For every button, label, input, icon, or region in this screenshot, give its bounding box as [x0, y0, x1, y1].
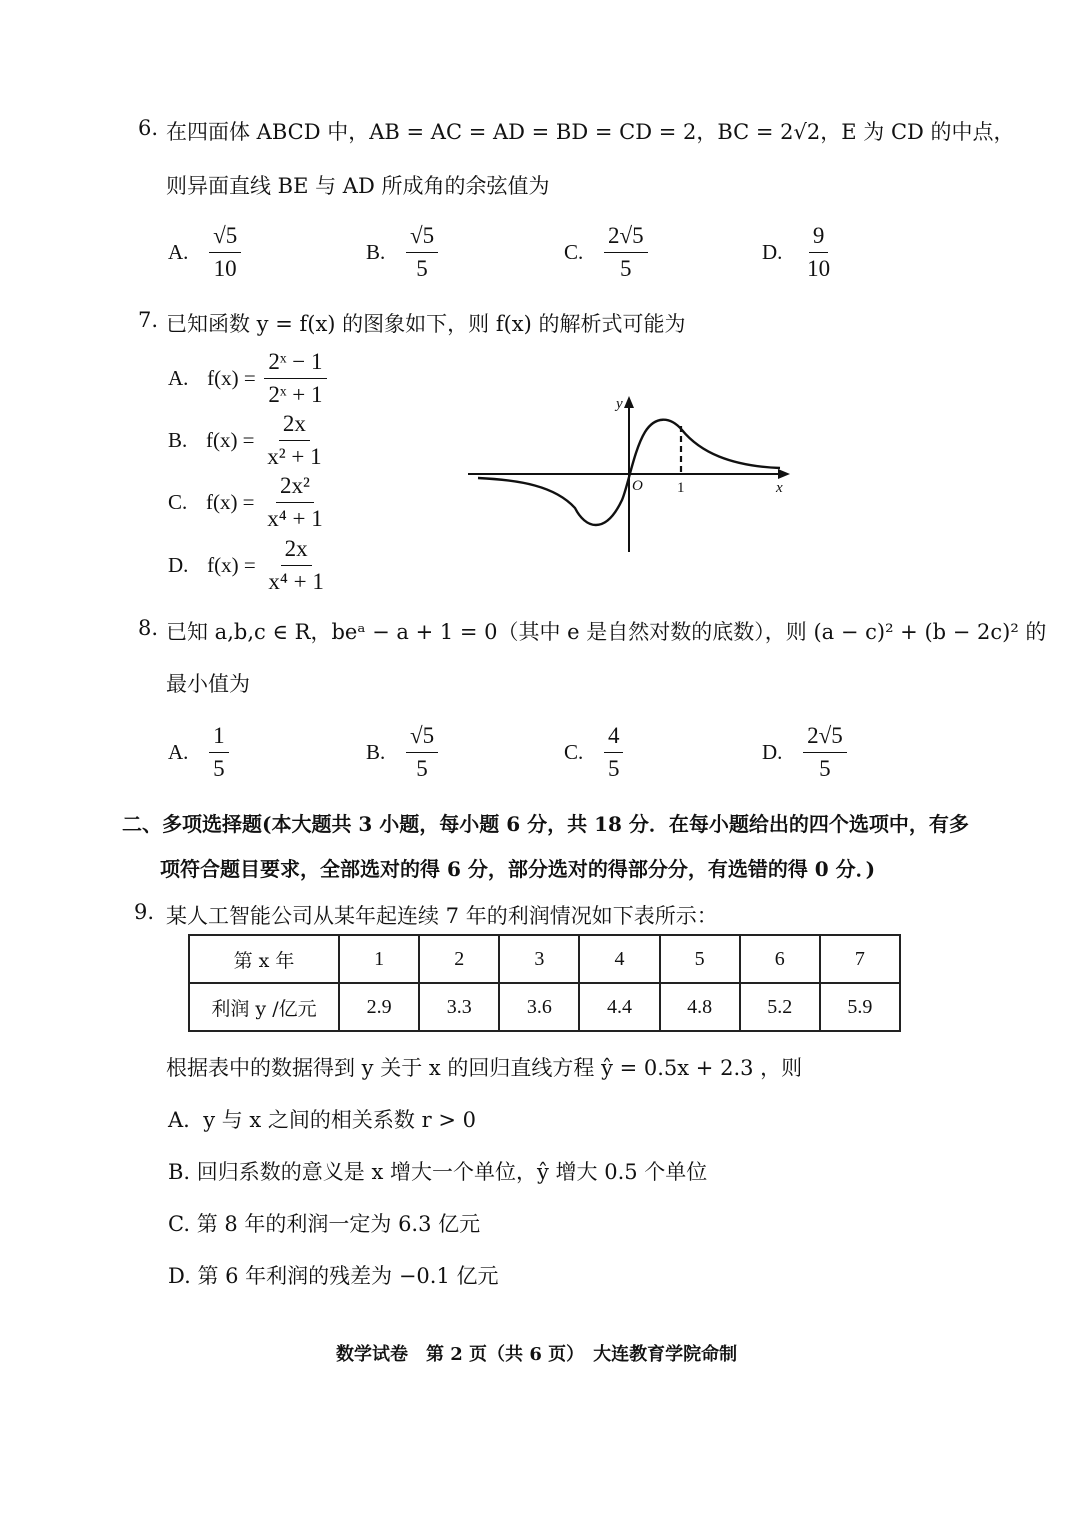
y-axis-arrow — [624, 396, 634, 408]
q7-option-a: A. f(x) = $\frac{\text{2ˣ − 1}}{\text{2ˣ + 1}}$ — [168, 348, 327, 409]
x-axis-label: x — [776, 480, 783, 496]
q9-stem: 某人工智能公司从某年起连续 7 年的利润情况如下表所示： — [166, 904, 718, 928]
q9-option-d: D. 第 6 年利润的残差为 −0.1 亿元 — [168, 1264, 499, 1288]
table-cell: 4 — [579, 935, 659, 983]
q6-b-denominator: 5 — [416, 256, 428, 281]
q9-number: 9. — [134, 900, 155, 924]
q8-stem-line1: 已知 a,b,c ∈ R，beᵃ − a + 1 = 0（其中 e 是自然对数的底数），则 (a − c)² + (b − 2c)² 的 — [166, 620, 1047, 644]
q9-regression-text: 根据表中的数据得到 y 关于 x 的回归直线方程 ŷ = 0.5x + 2.3 ，则 — [166, 1056, 803, 1080]
table-cell: 6 — [740, 935, 820, 983]
q8-option-a: A. $\frac{1}{5}$ — [168, 722, 229, 783]
table-cell: 1 — [339, 935, 419, 983]
section2-heading-line2: 项符合题目要求，全部选对的得 6 分，部分选对的得部分分，有选错的得 0 分．) — [160, 857, 876, 881]
q9-option-b: B. 回归系数的意义是 x 增大一个单位，ŷ 增大 0.5 个单位 — [168, 1160, 708, 1184]
table-cell: 3.6 — [499, 983, 579, 1031]
q6-d-numerator: 9 — [809, 222, 829, 253]
x-axis-arrow — [778, 469, 790, 479]
table-cell: 5.2 — [740, 983, 820, 1031]
q9-option-c: C. 第 8 年的利润一定为 6.3 亿元 — [168, 1212, 481, 1236]
q6-d-denominator: 10 — [807, 256, 831, 281]
table-cell: 3 — [499, 935, 579, 983]
q6-a-numerator: √5 — [209, 222, 241, 253]
row-header-year: 第 x 年 — [189, 935, 339, 983]
q7-number: 7. — [138, 308, 159, 332]
q7-function-graph — [460, 390, 800, 560]
q8-option-c: C. $\frac{4}{5}$ — [564, 722, 623, 783]
q6-option-c: C. $\frac{2√5}{5}$ — [564, 222, 648, 283]
table-cell: 5 — [660, 935, 740, 983]
q7-option-c: C. f(x) = $\frac{\text{2x²}}{\text{x⁴ + 1}}$ — [168, 473, 323, 531]
table-cell: 4.4 — [579, 983, 659, 1031]
table-row — [189, 935, 900, 983]
q6-option-a: A. $\frac{√5}{10}$ — [168, 222, 241, 283]
table-cell: 7 — [820, 935, 900, 983]
q6-option-d: D. $\frac{9}{10}$ — [762, 222, 834, 283]
profit-table — [188, 934, 901, 1032]
table-cell: 2 — [419, 935, 499, 983]
q6-stem-line2: 则异面直线 BE 与 AD 所成角的余弦值为 — [166, 174, 550, 198]
q6-a-denominator: 10 — [213, 256, 237, 281]
table-row — [189, 983, 900, 1031]
q8-number: 8. — [138, 616, 159, 640]
q6-number: 6. — [138, 116, 159, 140]
q9-option-a: A. y 与 x 之间的相关系数 r > 0 — [168, 1108, 476, 1132]
q7-option-d: D. f(x) = $\frac{2x}{\text{x⁴ + 1}}$ — [168, 536, 324, 594]
q7-option-b: B. f(x) = $\frac{2x}{\text{x² + 1}}$ — [168, 411, 322, 469]
table-cell: 4.8 — [660, 983, 740, 1031]
row-header-profit: 利润 y /亿元 — [189, 983, 339, 1031]
q7-stem: 已知函数 y = f(x) 的图象如下，则 f(x) 的解析式可能为 — [166, 312, 686, 336]
table-cell: 5.9 — [820, 983, 900, 1031]
q8-option-d: D. $\frac{2√5}{5}$ — [762, 722, 847, 783]
origin-label: O — [632, 478, 643, 494]
page-footer: 数学试卷 第 2 页（共 6 页） 大连教育学院命制 — [336, 1344, 738, 1365]
q6-stem-line1: 在四面体 ABCD 中，AB = AC = AD = BD = CD = 2，BC = 2√2，E 为 CD 的中点， — [166, 120, 1015, 144]
q8-stem-line2: 最小值为 — [166, 672, 250, 696]
section2-heading-line1: 二、多项选择题(本大题共 3 小题，每小题 6 分，共 18 分．在每小题给出的四个选项中，有多 — [122, 812, 969, 836]
table-cell: 2.9 — [339, 983, 419, 1031]
q6-b-numerator: √5 — [406, 222, 438, 253]
y-axis-label: y — [616, 396, 623, 412]
q6-c-numerator: 2√5 — [604, 222, 648, 253]
table-cell: 3.3 — [419, 983, 499, 1031]
q6-c-denominator: 5 — [620, 256, 632, 281]
q6-option-b: B. $\frac{√5}{5}$ — [366, 222, 438, 283]
q8-option-b: B. $\frac{√5}{5}$ — [366, 722, 438, 783]
tick-label-1: 1 — [677, 480, 685, 496]
